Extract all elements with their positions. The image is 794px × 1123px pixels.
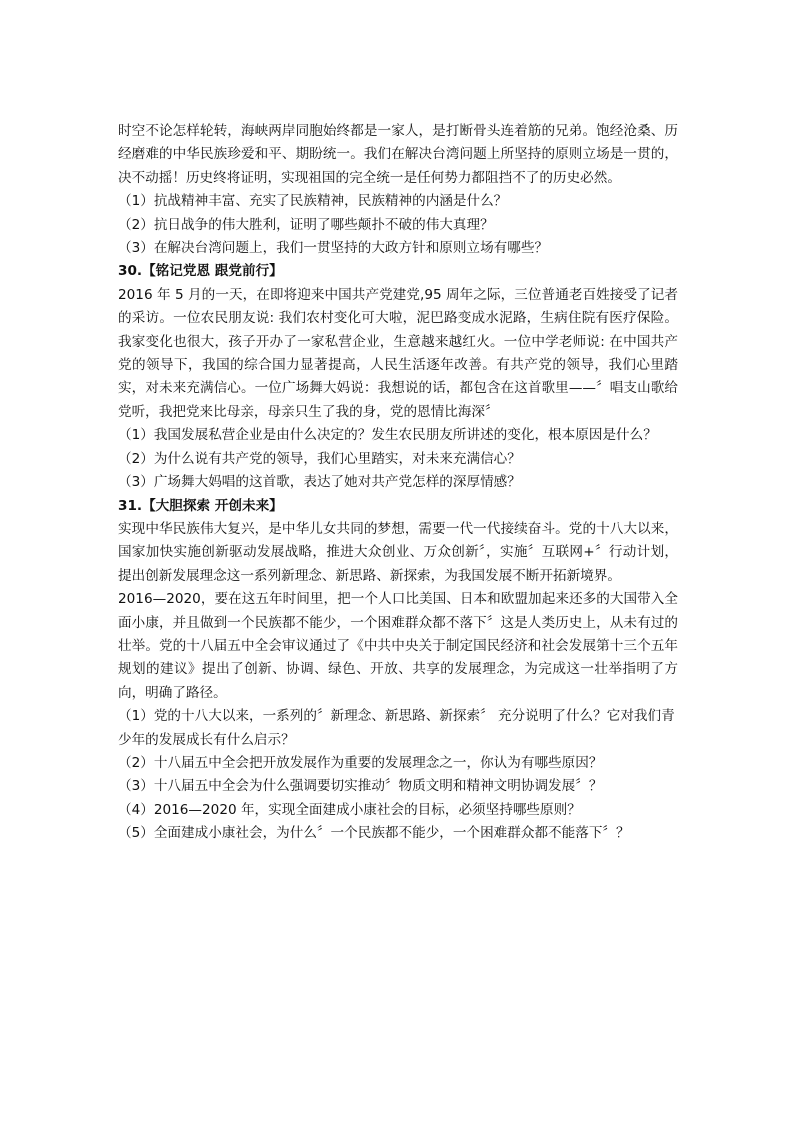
q31-question-4: （4）2016—2020 年，实现全面建成小康社会的目标，必须坚持哪些原则？ bbox=[118, 801, 581, 818]
q30-question-1: （1）我国发展私营企业是由什么决定的？发生农民朋友所讲述的变化，根本原因是什么？ bbox=[118, 427, 657, 444]
q30-question-3: （3）广场舞大妈唱的这首歌，表达了她对共产党怎样的深厚情感？ bbox=[118, 474, 521, 491]
q31-question-2: （2）十八届五中全会把开放发展作为重要的发展理念之一，你认为有哪些原因？ bbox=[118, 754, 603, 771]
q30-heading: 30.【铭记党恩 跟党前行】 bbox=[118, 263, 283, 280]
q31-question-3: （3）十八届五中全会为什么强调要切实推动〞物质文明和精神文明协调发展〞？ bbox=[118, 778, 603, 795]
q31-heading: 31.【大胆探索 开创未来】 bbox=[118, 497, 283, 514]
q31-question-1: （1）党的十八大以来，一系列的〞新理念、新思路、新探索〞 充分说明了什么？它对我们青少年的发展成长有什么启示？ bbox=[118, 708, 675, 748]
intro-paragraph: 时空不论怎样轮转，海峡两岸同胞始终都是一家人，是打断骨头连着筋的兄弟。饱经沧桑、历经磨难的中华民族珍爱和平、期盼统一。我们在解决台湾问题上所坚持的原则立场是一贯的，决不动摇！历史终将证明，实现祖国的完全统一是任何势力都阻挡不了的历史必然。 bbox=[118, 123, 678, 186]
document-page bbox=[118, 120, 678, 846]
q30-paragraph: 2016 年 5 月的一天，在即将迎来中国共产党建党,95 周年之际，三位普通老百姓接受了记者的采访。一位农民朋友说: 我们农村变化可大啦，泥巴路变成水泥路，生病住院有医疗保险。我家变化也很大，孩子开办了一家私营企业，生意越来越红火。一位中学老师说: 在中国共产党的领导下，我国的综合国力显著提高，人民生活逐年改善。有共产党的领导，我们心里踏实，对未来充满信心。一位广场舞大妈说：我想说的话，都包含在这首歌里——〞唱支山歌给党听，我把党来比母亲，母亲只生了我的身，党的恩情比海深〞 bbox=[118, 286, 678, 420]
q31-question-5: （5）全面建成小康社会，为什么〞一个民族都不能少，一个困难群众都不能落下〞？ bbox=[118, 825, 630, 842]
intro-question-1: （1）抗战精神丰富、充实了民族精神，民族精神的内涵是什么？ bbox=[118, 193, 508, 210]
q31-paragraph-1: 实现中华民族伟大复兴，是中华儿女共同的梦想，需要一代一代接续奋斗。党的十八大以来，国家加快实施创新驱动发展战略，推进大众创业、万众创新〞，实施〞互联网+〞行动计划，提出创新发展理念这一系列新理念、新思路、新探索，为我国发展不断开拓新境界。 bbox=[118, 520, 678, 584]
q31-paragraph-2: 2016—2020，要在这五年时间里，把一个人口比美国、日本和欧盟加起来还多的大国带入全面小康，并且做到一个民族都不能少，一个困难群众都不落下〞这是人类历史上，从未有过的壮举。党的十八届五中全会审议通过了《中共中央关于制定国民经济和社会发展第十三个五年规划的建议》提出了创新、协调、绿色、开放、共享的发展理念，为完成这一壮举指明了方向，明确了路径。 bbox=[118, 591, 678, 701]
q30-question-2: （2）为什么说有共产党的领导，我们心里踏实，对未来充满信心？ bbox=[118, 450, 521, 467]
intro-question-3: （3）在解决台湾问题上，我们一贯坚持的大政方针和原则立场有哪些？ bbox=[118, 240, 549, 257]
intro-question-2: （2）抗日战争的伟大胜利，证明了哪些颠扑不破的伟大真理？ bbox=[118, 216, 494, 233]
